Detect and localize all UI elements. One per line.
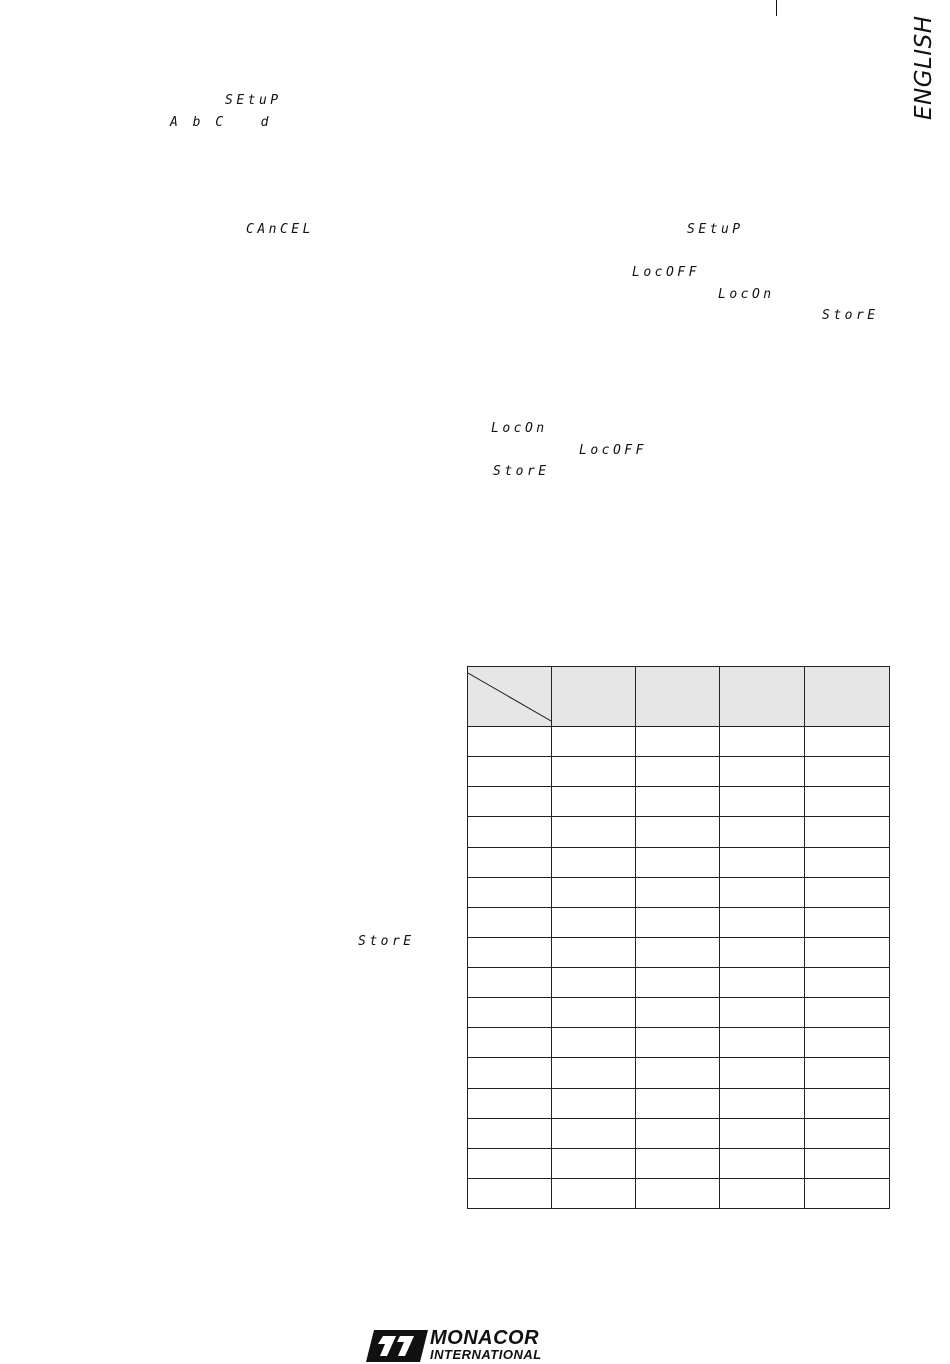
- table-cell: [805, 968, 890, 998]
- table-cell: [552, 847, 636, 877]
- table-cell: [468, 787, 552, 817]
- table-cell: [805, 1178, 890, 1208]
- table-row: [468, 787, 890, 817]
- table-cell: [805, 757, 890, 787]
- table-cell: [636, 998, 720, 1028]
- table-cell: [636, 757, 720, 787]
- table-cell: [552, 1028, 636, 1058]
- table-cell: [720, 877, 805, 907]
- table-header-cell: [720, 667, 805, 727]
- table-header-cell: [805, 667, 890, 727]
- table-cell: [636, 1028, 720, 1058]
- table-cell: [468, 847, 552, 877]
- table-cell: [636, 1118, 720, 1148]
- display-code-store: StorE: [822, 308, 879, 323]
- table-cell: [636, 1058, 720, 1088]
- table-cell: [720, 757, 805, 787]
- table-cell: [468, 757, 552, 787]
- table-cell: [552, 968, 636, 998]
- table-cell: [552, 998, 636, 1028]
- display-code-setup-right: SEtuP: [687, 222, 744, 237]
- display-code-locon: LocOn: [718, 287, 775, 302]
- table-cell: [636, 727, 720, 757]
- table-cell: [552, 907, 636, 937]
- table-cell: [805, 1028, 890, 1058]
- table-cell: [805, 907, 890, 937]
- table-row: [468, 817, 890, 847]
- display-code-cancel: CAnCEL: [246, 222, 314, 237]
- table-cell: [720, 817, 805, 847]
- table-cell: [805, 1148, 890, 1178]
- table-cell: [468, 1178, 552, 1208]
- table-cell: [720, 787, 805, 817]
- table-cell: [720, 907, 805, 937]
- table-cell: [468, 998, 552, 1028]
- table-cell: [805, 877, 890, 907]
- table-cell: [552, 1178, 636, 1208]
- table-cell: [805, 847, 890, 877]
- table-cell: [468, 727, 552, 757]
- table-cell: [468, 937, 552, 967]
- table-cell: [805, 727, 890, 757]
- table-row: [468, 1088, 890, 1118]
- table-cell: [468, 907, 552, 937]
- logo-brand-text: MONACOR: [430, 1327, 540, 1349]
- table-cell: [552, 877, 636, 907]
- table-corner-cell: [468, 667, 552, 727]
- table-cell: [468, 968, 552, 998]
- display-code-locoff: LocOFF: [632, 265, 700, 280]
- table-header-row: [468, 667, 890, 727]
- table-row: [468, 727, 890, 757]
- table-cell: [468, 817, 552, 847]
- table-cell: [552, 1118, 636, 1148]
- monacor-logo: [366, 1328, 546, 1364]
- table-cell: [720, 1088, 805, 1118]
- table-cell: [720, 998, 805, 1028]
- display-code-locoff-2: LocOFF: [579, 443, 647, 458]
- table-cell: [636, 787, 720, 817]
- table-cell: [552, 1058, 636, 1088]
- table-cell: [468, 877, 552, 907]
- table-row: [468, 907, 890, 937]
- table-row: [468, 757, 890, 787]
- table-cell: [720, 847, 805, 877]
- table-cell: [805, 1088, 890, 1118]
- display-code-abcd: A b C d: [170, 115, 272, 130]
- table-cell: [636, 847, 720, 877]
- table-cell: [552, 1088, 636, 1118]
- table-row: [468, 998, 890, 1028]
- table-row: [468, 1028, 890, 1058]
- table-row: [468, 877, 890, 907]
- table-cell: [720, 727, 805, 757]
- table-cell: [468, 1058, 552, 1088]
- table-cell: [636, 937, 720, 967]
- display-code-locon-2: LocOn: [491, 421, 548, 436]
- table-cell: [552, 1148, 636, 1178]
- table-cell: [468, 1148, 552, 1178]
- table-cell: [720, 937, 805, 967]
- table-cell: [552, 757, 636, 787]
- settings-table: [467, 666, 890, 1209]
- display-code-store-2: StorE: [493, 464, 550, 479]
- table-cell: [552, 937, 636, 967]
- table-cell: [552, 727, 636, 757]
- table-cell: [468, 1028, 552, 1058]
- table-row: [468, 1178, 890, 1208]
- table-cell: [468, 1118, 552, 1148]
- table-cell: [805, 787, 890, 817]
- table-cell: [636, 1148, 720, 1178]
- top-divider-line: [776, 0, 777, 16]
- table-cell: [805, 1118, 890, 1148]
- table-cell: [636, 817, 720, 847]
- table-cell: [636, 907, 720, 937]
- table-cell: [552, 817, 636, 847]
- language-label: ENGLISH: [911, 15, 937, 120]
- table-row: [468, 1058, 890, 1088]
- table-cell: [720, 1178, 805, 1208]
- table-cell: [552, 787, 636, 817]
- table-row: [468, 847, 890, 877]
- diagonal-divider: [468, 667, 551, 726]
- table-cell: [805, 998, 890, 1028]
- monacor-emblem-icon: [366, 1330, 428, 1362]
- table-cell: [720, 1058, 805, 1088]
- table-cell: [468, 1088, 552, 1118]
- table-cell: [636, 1088, 720, 1118]
- table-cell: [636, 877, 720, 907]
- logo-sub-text: INTERNATIONAL: [430, 1347, 542, 1362]
- table-row: [468, 1118, 890, 1148]
- table-row: [468, 968, 890, 998]
- table-cell: [805, 937, 890, 967]
- table-cell: [720, 1028, 805, 1058]
- table-row: [468, 1148, 890, 1178]
- table-cell: [720, 1148, 805, 1178]
- table-cell: [636, 1178, 720, 1208]
- table-header-cell: [636, 667, 720, 727]
- table-header-cell: [552, 667, 636, 727]
- table-cell: [805, 1058, 890, 1088]
- table-cell: [805, 817, 890, 847]
- table-cell: [720, 1118, 805, 1148]
- table-row: [468, 937, 890, 967]
- table-cell: [636, 968, 720, 998]
- display-code-store-left: StorE: [358, 934, 415, 949]
- display-code-setup: SEtuP: [225, 93, 282, 108]
- table-cell: [720, 968, 805, 998]
